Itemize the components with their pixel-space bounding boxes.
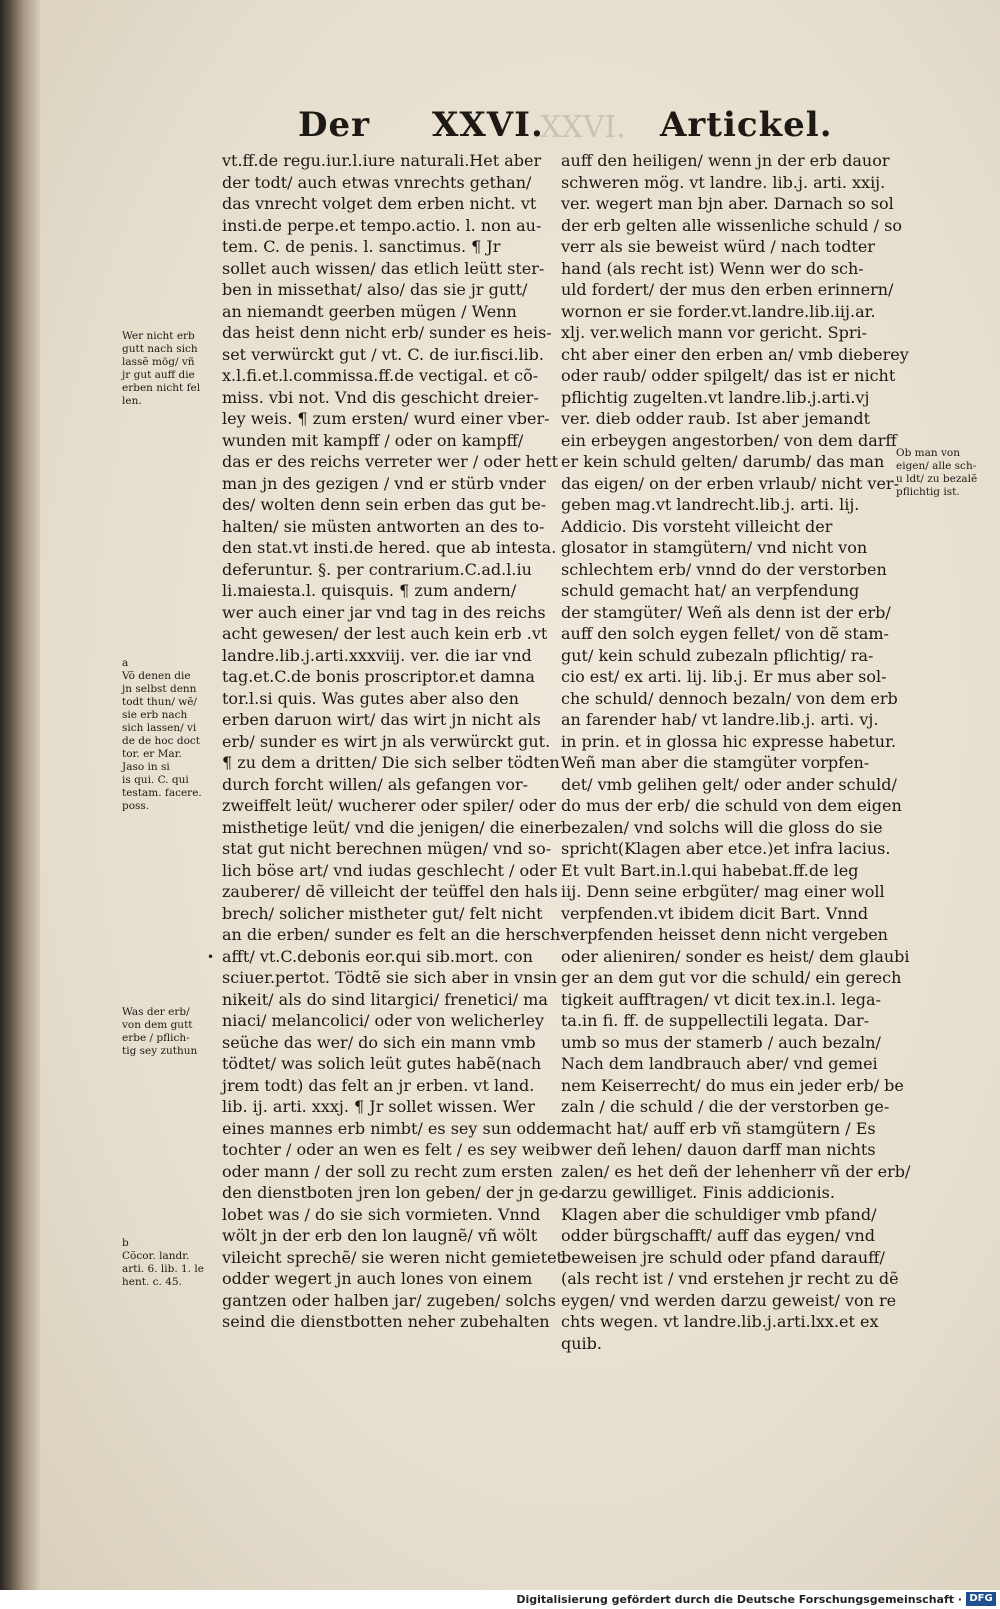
text-line: tödtet/ was solich leüt gutes habẽ(nach [222,1054,542,1073]
text-line: do mus der erb/ die schuld von dem eigen [561,796,902,815]
text-line: das vnrecht volget dem erben nicht. vt [222,194,537,213]
text-line: gut/ kein schuld zubezaln pflichtig/ ra- [561,645,874,665]
margin-note-line: sie erb nach [122,709,188,721]
text-line: oder alieniren/ sonder es heist/ dem glaubi [561,946,910,966]
text-line: der todt/ auch etwas vnrechts gethan/ [222,172,532,192]
text-line: niaci/ melancolici/ oder von welicherley [222,1011,545,1030]
text-line: vt.ff.de regu.iur.l.iure naturali.Het aber [222,151,542,170]
text-line: wornon er sie forder.vt.landre.lib.iij.ar. [561,301,876,321]
text-line: che schuld/ dennoch bezaln/ von dem erb [561,688,898,708]
text-line: tochter / oder an wen es felt / es sey weib [222,1140,561,1159]
text-line: stat gut nicht berechnen mügen/ vnd so- [222,839,552,858]
text-line: das er des reichs verreter wer / oder hett [222,452,559,471]
margin-note-line: b [122,1237,129,1249]
text-line: zauberer/ dẽ villeicht der teüffel den hals [222,882,558,901]
text-line: jrem todt) das felt an jr erben. vt land. [222,1075,535,1095]
text-line: sollet auch wissen/ das etlich leütt ster- [222,258,545,278]
text-line: Nach dem landbrauch aber/ vnd gemei [561,1054,878,1073]
margin-note-right [896,447,977,499]
text-line: ¶ zu dem a dritten/ Die sich selber tödten [222,753,560,772]
text-line: ver. dieb odder raub. Ist aber jemandt [561,409,871,428]
text-line: lobet was / do sie sich vormieten. Vnnd [222,1204,541,1224]
text-line: beweisen jre schuld oder pfand darauff/ [561,1247,885,1267]
text-line: ger an dem gut vor die schuld/ ein gerech [561,968,902,987]
text-line: tor.l.si quis. Was gutes aber also den [222,688,519,708]
text-line: erb/ sunder es wirt jn als verwürckt gut. [222,731,551,751]
margin-note-line: Võ denen die [122,670,191,682]
text-line: verpfenden.vt ibidem dicit Bart. Vnnd [561,903,869,923]
text-line: wölt jn der erb den lon laugnẽ/ vñ wölt [222,1226,538,1245]
text-line: chts wegen. vt landre.lib.j.arti.lxx.et ex [561,1312,879,1331]
margin-note-line: jr gut auff die [122,369,195,381]
text-line: ley weis. ¶ zum ersten/ wurd einer vber- [222,409,550,428]
text-line: verr als sie beweist würd / nach todter [561,237,875,256]
text-line: zaln / die schuld / die der verstorben ge- [561,1097,890,1116]
text-line: macht hat/ auff erb vñ stamgütern / Es [561,1118,876,1138]
margin-note-line: len. [122,395,142,407]
text-line: misthetige leüt/ vnd die jenigen/ die einer [222,817,562,837]
text-line: gantzen oder halben jar/ zugeben/ solchs [222,1290,556,1310]
text-line: iij. Denn seine erbgüter/ mag einer woll [561,882,885,901]
text-line: umb so mus der stamerb / auch bezaln/ [561,1032,881,1052]
margin-note-line: Wer nicht erb [122,330,195,342]
text-line: zweiffelt leüt/ wucherer oder spiler/ oder [222,796,556,815]
text-line: glosator in stamgütern/ vnd nicht von [561,538,868,557]
margin-mark: • [207,950,215,964]
margin-note-3 [122,1006,197,1058]
margin-note-line: von dem gutt [122,1019,193,1031]
margin-note-line: Jaso in si [122,761,170,773]
margin-note-line: Was der erb/ [122,1006,190,1018]
margin-note-line: arti. 6. lib. 1. le [122,1263,204,1275]
text-line: acht gewesen/ der lest auch kein erb .vt [222,624,548,643]
margin-note-line: tig sey zuthun [122,1045,198,1057]
text-line: an farender hab/ vt landre.lib.j. arti. vj. [561,710,879,729]
text-line: lich böse art/ vnd iudas geschlecht / oder [222,860,557,880]
text-line: deferuntur. §. per contrarium.C.ad.l.iu [222,559,532,579]
text-line: odder bürgschafft/ auff das eygen/ vnd [561,1226,876,1245]
margin-note-line: Cõcor. landr. [122,1250,190,1262]
text-line: spricht(Klagen aber etce.)et infra lacius. [561,839,891,858]
text-line: geben mag.vt landrecht.lib.j. arti. lij. [561,495,860,514]
margin-note-line: jn selbst denn [122,683,197,695]
text-line: oder mann / der soll zu recht zum ersten [222,1161,553,1181]
text-line: det/ vmb gelihen gelt/ oder ander schuld/ [561,774,897,794]
text-line: nem Keiserrecht/ do mus ein jeder erb/ be [561,1075,904,1095]
text-line: x.l.fi.et.l.commissa.ff.de vectigal. et cõ- [222,366,539,385]
margin-note-line: de de hoc doct [122,735,200,747]
text-line: brech/ solicher mistheter gut/ felt nicht [222,903,543,923]
text-line: das eigen/ on der erben vrlaub/ nicht ver- [561,473,899,493]
text-line: Weñ man aber die stamgüter vorpfen- [561,753,870,772]
margin-note-line: is qui. C. qui [122,774,189,786]
margin-note-line: u ldt/ zu bezalẽ [896,473,978,485]
margin-note-line: lassẽ mög/ vñ [122,356,195,368]
text-line: lib. ij. arti. xxxj. ¶ Jr sollet wissen. Wer [222,1097,535,1116]
margin-note-line: erben nicht fel [122,382,201,394]
text-line: ver. wegert man bjn aber. Darnach so sol [561,194,894,213]
text-line: li.maiesta.l. quisquis. ¶ zum andern/ [222,581,517,600]
margin-note-line: Ob man von [896,447,960,459]
margin-note-line: hent. c. 45. [122,1276,182,1288]
text-line: tigkeit aufftragen/ vt dicit tex.in.l. lega- [561,989,881,1009]
text-line: uld fordert/ der mus den erben erinnern/ [561,280,894,299]
text-line: bezalen/ vnd solchs will die gloss do sie [561,817,883,837]
text-line: tag.et.C.de bonis proscriptor.et damna [222,667,535,686]
text-line: quib. [561,1333,602,1353]
text-line: auff den solch eygen fellet/ von dẽ stam- [561,624,889,643]
dfg-logo: DFG [966,1592,996,1606]
text-line: nikeit/ als do sind litargici/ frenetici/ ma [222,989,548,1009]
show-through-text: XXVI. [540,110,626,145]
text-line: der stamgüter/ Weñ als denn ist der erb/ [561,602,891,622]
margin-note-line: tor. er Mar. [122,748,182,760]
text-line: schuld gemacht hat/ an verpfendung [561,581,860,600]
text-line: ben in missethat/ also/ das sie jr gutt/ [222,280,528,299]
text-line: (als recht ist / vnd erstehen jr recht zu dẽ [561,1269,899,1288]
text-line: eygen/ vnd werden darzu geweist/ von re [561,1290,897,1310]
text-line: an die erben/ sunder es felt an die hersch- [222,925,566,944]
text-line: wer deñ lehen/ dauon darff man nichts [561,1140,876,1159]
text-line: odder wegert jn auch lones von einem [222,1269,533,1288]
running-head-article-number: XXVI. [432,105,544,145]
margin-note-1 [122,330,200,408]
text-line: das heist denn nicht erb/ sunder es heis- [222,323,552,342]
text-line: erben daruon wirt/ das wirt jn nicht als [222,710,541,729]
text-line: set verwürckt gut / vt. C. de iur.fisci.lib. [222,344,544,364]
text-line: pflichtig zugelten.vt landre.lib.j.arti.vj [561,387,870,407]
text-line: wer auch einer jar vnd tag in des reichs [222,602,546,622]
text-line: in prin. et in glossa hic expresse habetur. [561,731,897,751]
text-line: schweren mög. vt landre. lib.j. arti. xxij. [561,172,886,192]
margin-note-line: sich lassen/ vi [122,722,197,734]
margin-note-line: gutt nach sich [122,343,198,355]
text-line: des/ wolten denn sein erben das gut be- [222,495,547,514]
text-line: durch forcht willen/ als gefangen vor- [222,774,529,794]
text-line: den stat.vt insti.de hered. que ab intesta. [222,538,557,557]
text-line: ta.in fi. ff. de suppellectili legata. Dar- [561,1011,870,1030]
text-line: cio est/ ex arti. lij. lib.j. Er mus aber sol- [561,667,887,686]
running-head-left: Der [298,105,371,145]
text-line: man jn des gezigen / vnd er stürb vnder [222,473,546,493]
margin-note-line: erbe / pflich- [122,1032,190,1044]
text-line: Klagen aber die schuldiger vmb pfand/ [561,1204,877,1224]
text-line: sciuer.pertot. Tödtẽ sie sich aber in vnsin [222,968,558,987]
running-head-right: Artickel. [660,105,833,145]
text-line: vileicht sprechẽ/ sie weren nicht gemietet [222,1247,563,1267]
margin-note-line: poss. [122,800,150,812]
text-line: halten/ sie müsten antworten an des to- [222,516,545,536]
text-line: xlj. ver.welich mann vor gericht. Spri- [561,323,868,342]
text-line: schlechtem erb/ vnnd do der verstorben [561,559,887,579]
text-line: miss. vbi not. Vnd dis geschicht dreier- [222,387,539,407]
text-line: er kein schuld gelten/ darumb/ das man [561,452,885,471]
left-text-column [222,150,566,1333]
right-text-column [561,150,911,1354]
margin-note-line: todt thun/ wẽ/ [122,696,197,708]
text-line: auff den heiligen/ wenn jn der erb dauor [561,151,890,170]
text-line: oder raub/ odder spilgelt/ das ist er nicht [561,366,896,385]
text-line: afft/ vt.C.debonis eor.qui sib.mort. con [222,946,533,966]
text-line: tem. C. de penis. l. sanctimus. ¶ Jr [222,237,501,256]
text-line: insti.de perpe.et tempo.actio. l. non au- [222,215,542,235]
margin-note-line: eigen/ alle sch- [896,460,977,472]
book-spine [0,0,40,1590]
text-line: wunden mit kampff / oder on kampff/ [222,430,524,450]
text-line: den dienstboten jren lon geben/ der jn ge- [222,1183,564,1202]
text-line: an niemandt geerben mügen / Wenn [222,301,517,321]
margin-note-2 [122,657,202,813]
margin-note-line: a [122,657,129,669]
margin-note-4 [122,1237,204,1289]
margin-note-line: testam. facere. [122,787,202,799]
digitization-credit: Digitalisierung gefördert durch die Deutsche Forschungsgemeinschaft · [516,1593,962,1606]
text-line: zalen/ es het deñ der lehenherr vñ der erb/ [561,1161,911,1181]
text-line: seind die dienstbotten neher zubehalten [222,1312,550,1331]
text-line: ein erbeygen angestorben/ von dem darff [561,430,897,450]
text-line: darzu gewilliget. Finis addicionis. [561,1183,835,1202]
margin-note-line: pflichtig ist. [896,486,960,498]
text-line: verpfenden heisset denn nicht vergeben [561,925,888,944]
text-line: landre.lib.j.arti.xxxviij. ver. die iar vnd [222,645,532,665]
text-line: eines mannes erb nimbt/ es sey sun odder [222,1118,564,1138]
text-line: cht aber einer den erben an/ vmb dieberey [561,344,909,364]
text-line: Addicio. Dis vorsteht villeicht der [561,516,833,536]
text-line: Et vult Bart.in.l.qui habebat.ff.de leg [561,860,859,880]
text-line: der erb gelten alle wissenliche schuld / so [561,215,902,235]
text-line: hand (als recht ist) Wenn wer do sch- [561,258,864,278]
text-line: seüche das wer/ do sich ein mann vmb [222,1032,536,1052]
